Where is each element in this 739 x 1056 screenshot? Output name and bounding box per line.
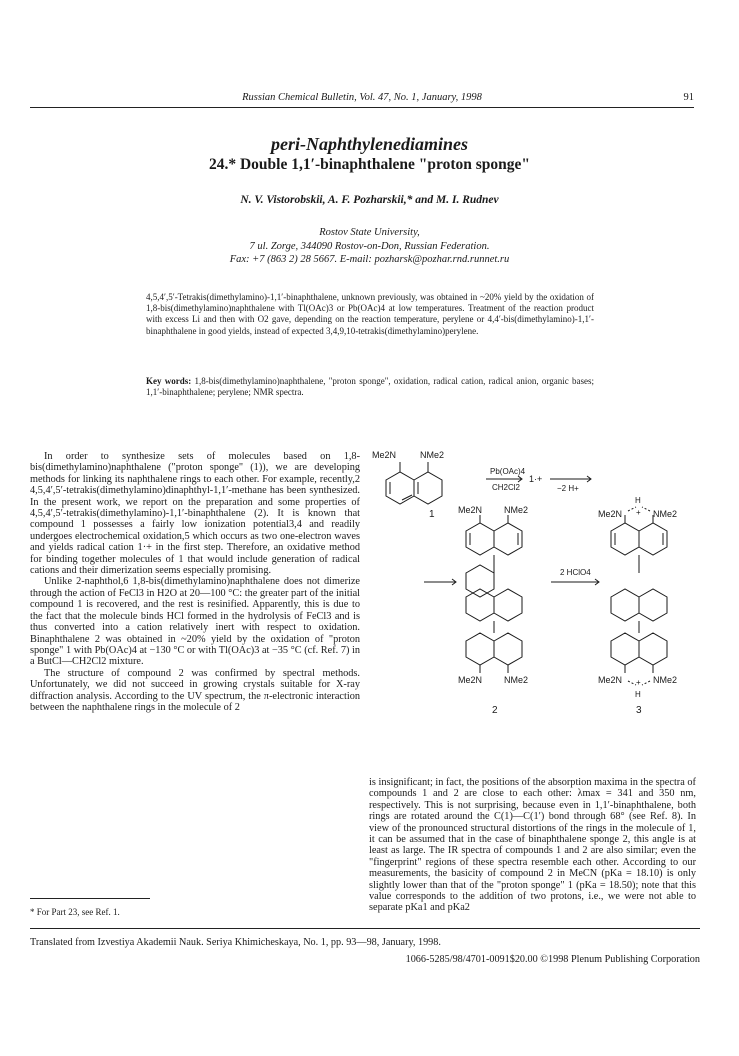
running-header (30, 92, 694, 106)
translation-note: Translated from Izvestiya Akademii Nauk. Seriya Khimicheskaya, No. 1, pp. 93—98, January, 1998. (30, 937, 441, 948)
reagent-label: Pb(OAc)4 (490, 467, 526, 476)
substituent-label: Me2N (458, 675, 483, 685)
series-title: peri-Naphthylenediamines (271, 134, 468, 154)
charge-label: + (636, 678, 641, 687)
affiliation-line: Rostov State University, (319, 227, 420, 238)
substituent-label: Me2N (372, 450, 397, 460)
substituent-label: NMe2 (504, 675, 529, 685)
paragraph: Unlike 2-naphthol,6 1,8-bis(dimethylamino)naphthalene does not dimerize through the action of FeCl3 in H2O at 20—100 °C: the greater part of the initial compound 1 is recovered, and the rest is resinified. Apparently, this is due to the fact that the molecule binds HCl formed in the hydrolysis of FeCl3 and is thus converted into a cation relatively inert with respect to oxidation. Binaphthalene 2 was obtained in ~20% yield by the oxidation of "proton sponge" 1 with Pb(OAc)4 at −130 °C or with Tl(OAc)3 at −35 °C (cf. Ref. 7) in a ButCl—CH2Cl2 mixture. (30, 576, 360, 668)
paragraph: is insignificant; in fact, the positions of the absorption maxima in the spectra of compounds 1 and 2 are close to each other: λmax = 341 and 350 nm, respectively. This is not surprising, because even in 1,1′-binaphthalene, both rings are rotated around the C(1)—C(1′) bond through 68° (see Ref. 8). In view of the pronounced structural distortions of the rings in the molecule of 1, it can be assumed that in the case of binaphthalene sponge 2, this angle is at least as large. The IR spectra of compounds 1 and 2 are also similar; even the "fingerprint" regions of these spectra resemble each other. According to our measurements, the basicity of compound 2 in MeCN (pKa = 18.10) is only slightly lower than that of the "proton sponge" 1 (pKa = 18.50); note that this value corresponds to the addition of two protons, i.e., we were not able to separate pKa1 and pKa2 (369, 777, 696, 914)
solvent-label: CH2Cl2 (492, 483, 521, 492)
compound-2-structure (466, 515, 522, 673)
substituent-label: Me2N (598, 675, 623, 685)
substituent-label: Me2N (598, 509, 623, 519)
substituent-label: NMe2 (653, 509, 678, 519)
body-left-column (30, 451, 360, 713)
affiliation-line: Fax: +7 (863 2) 28 5667. E-mail: pozharsk@pozhar.rnd.runnet.ru (229, 254, 510, 266)
body-right-column (369, 777, 696, 914)
substituent-label: NMe2 (504, 505, 529, 515)
affiliation (0, 226, 739, 267)
compound-number: 1 (429, 509, 435, 520)
footer-rule (30, 928, 700, 929)
substituent-label: NMe2 (653, 675, 678, 685)
header-rule (30, 107, 694, 108)
page-number: 91 (683, 92, 694, 103)
article-title: 24.* Double 1,1′-binaphthalene "proton sponge" (208, 156, 530, 173)
footnote-rule (30, 898, 150, 899)
proton-label: H (635, 690, 641, 699)
substituent-label: Me2N (458, 505, 483, 515)
substituent-label: NMe2 (420, 450, 445, 460)
authors: N. V. Vistorobskii, A. F. Pozharskii,* and M. I. Rudnev (240, 194, 499, 206)
compound-1-structure (386, 462, 442, 504)
copyright-line: 1066-5285/98/4701-0091$20.00 ©1998 Plenum Publishing Corporation (405, 954, 700, 965)
affiliation-line: 7 ul. Zorge, 344090 Rostov-on-Don, Russian Federation. (249, 240, 490, 252)
acid-label: 2 HClO4 (560, 568, 591, 577)
paragraph: The structure of compound 2 was confirmed by spectral methods. Unfortunately, we did not succeed in growing crystals suitable for X-ray diffraction analysis. According to the UV spectrum, the π-electronic interaction between the naphthalene rings in the molecule of 2 (30, 667, 360, 713)
abstract: 4,5,4′,5′-Tetrakis(dimethylamino)-1,1′-binaphthalene, unknown previously, was obtained in ~20% yield by the oxidation of 1,8-bis(dimethylamino)naphthalene with Tl(OAc)3 or Pb(OAc)4 at low temperatures. Treatment of the reaction product with excess Li and then with O2 gave, depending on the reaction temperature, perylene or 4,4′-bis(dimethylamino)-1,1′-binaphthalene in good yields, instead of expected 3,4,9,10-tetrakis(dimethylamino)perylene. (146, 292, 594, 336)
charge-label: + (636, 508, 641, 517)
compound-3-structure (611, 507, 667, 685)
reaction-scheme (366, 445, 700, 775)
keywords (146, 376, 594, 398)
keywords-label: Key words: (146, 376, 192, 386)
journal-citation: Russian Chemical Bulletin, Vol. 47, No. 1, January, 1998 (242, 92, 482, 103)
footnote: * For Part 23, see Ref. 1. (30, 907, 120, 917)
proton-label: H (635, 496, 641, 505)
compound-number: 3 (636, 705, 642, 716)
intermediate-label: 1·+ (529, 474, 543, 484)
keywords-text: 1,8-bis(dimethylamino)naphthalene, "proton sponge", oxidation, radical cation, radical anion, organic bases; 1,1′-binaphthalene; perylene; NMR spectra. (146, 376, 594, 398)
paragraph: In order to synthesize sets of molecules based on 1,8-bis(dimethylamino)naphthalene ("proton sponge" (1)), we are developing methods for linking its naphthalene rings to each other. For example, recently,2 4,5,4′,5′-tetrakis(dimethylamino)dinaphthyl-1,1′-methane has been synthesized. In the present work, we report on the preparation and some properties of 4,5,4′,5′-tetrakis(dimethylamino)-1,1′-binaphthalene (2). It is known that compound 1 possesses a fairly low ionization potential3,4 and readily undergoes electrochemical oxidation,5 which occurs as two one-electron waves and yields radical cation 1·+ in the first step. Therefore, an oxidative method for binding together molecules of 1 that would include generation of radical cations and their dimerization seems especially promising. (30, 451, 360, 577)
loss-label: −2 H+ (557, 484, 579, 493)
compound-number: 2 (492, 705, 498, 716)
